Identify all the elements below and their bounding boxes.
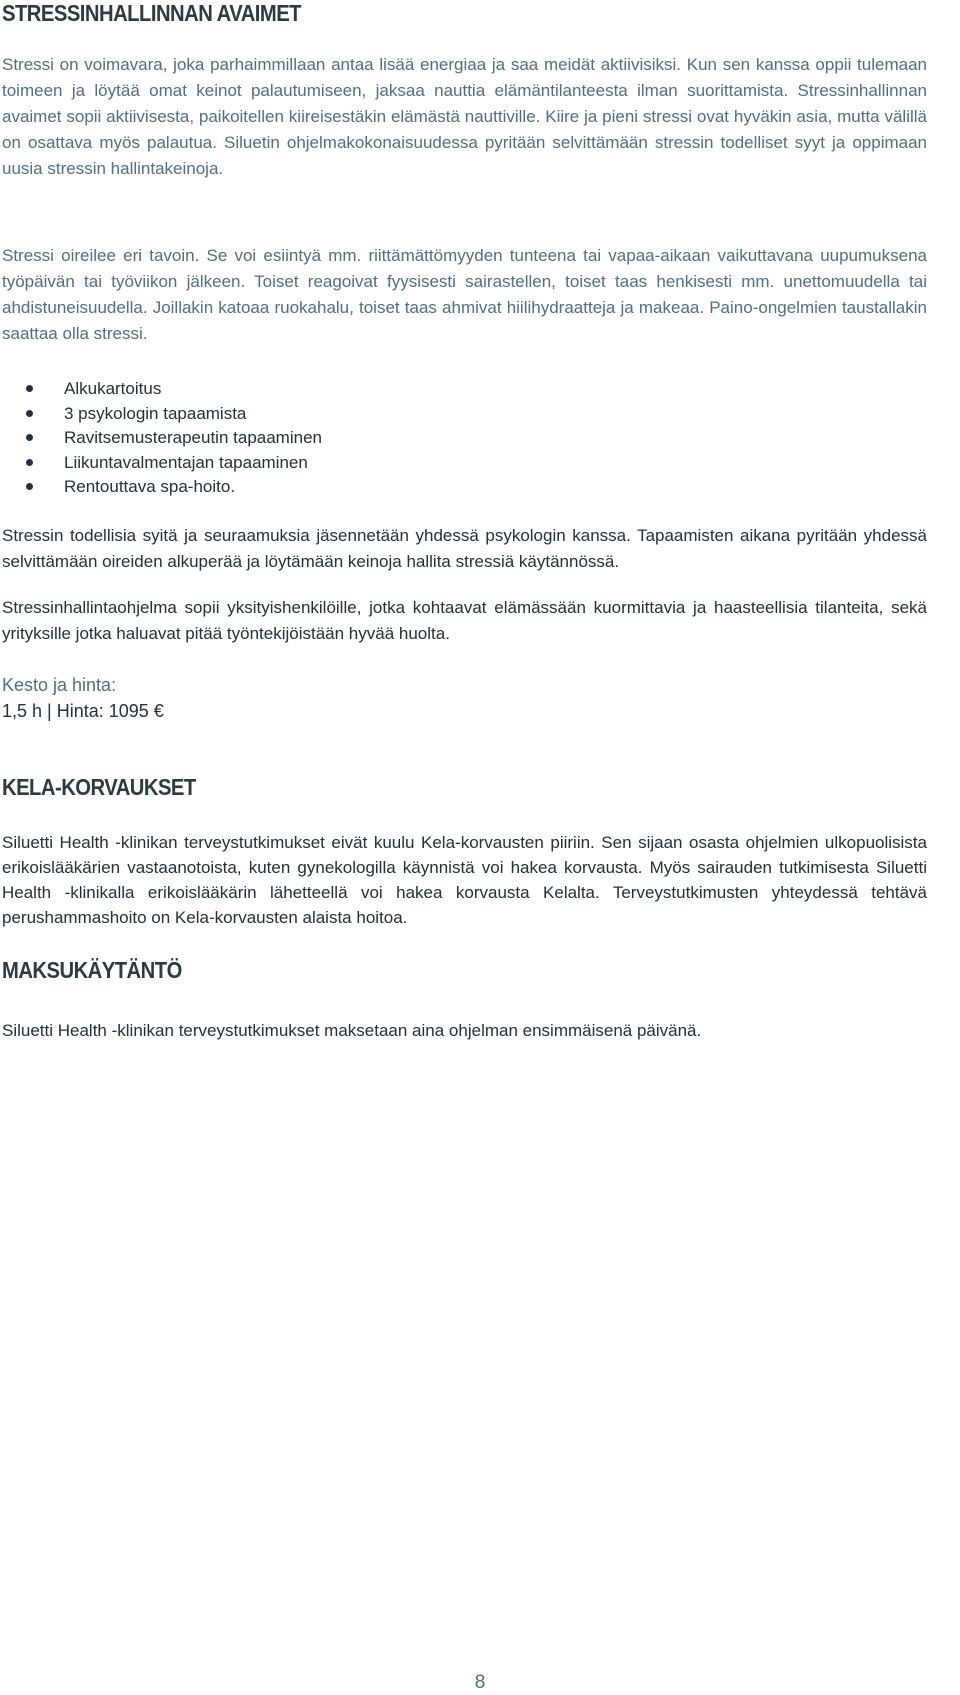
section-heading-stress: STRESSINHALLINNAN AVAIMET xyxy=(2,0,302,26)
list-item: Liikuntavalmentajan tapaaminen xyxy=(2,451,602,476)
page-number: 8 xyxy=(474,1672,486,1693)
list-item: Ravitsemusterapeutin tapaaminen xyxy=(2,426,602,451)
paragraph-stress-intro xyxy=(2,52,927,182)
list-item: Rentouttava spa-hoito. xyxy=(2,475,602,500)
paragraph-kela: Siluetti Health -klinikan terveystutkimukset eivät kuulu Kela-korvausten piiriin. Sen sijaan osasta ohjelmien ulkopuolisista erikoislääkärien vastaanotoista, kuten gynekologilla käynnistä voi hakea korvausta. Myös sairauden tutkimisesta Siluetti Health -klinikalla erikoislääkärin lähetteellä voi hakea korvausta Kelalta. Terveystutkimusten yhteydessä tehtävä perushammashoito on Kela-korvausten alaista hoitoa. xyxy=(2,833,927,927)
list-item: Alkukartoitus xyxy=(2,377,602,402)
paragraph-stress-symptoms: Stressi oireilee eri tavoin. Se voi esiintyä mm. riittämättömyyden tunteena tai vapaa-aikaan vaikuttavana uupumuksena työpäivän tai työviikon jälkeen. Toiset reagoivat fyysisesti sairastellen, toiset taas henkisesti mm. unettomuudella tai ahdistuneisuudella. Joillakin katoaa ruokahalu, toiset taas ahmivat hiilihydraatteja ja makeaa. Paino-ongelmien taustallakin saattaa olla stressi. xyxy=(2,246,927,343)
paragraph-payment: Siluetti Health -klinikan terveystutkimukset maksetaan aina ohjelman ensimmäisenä päivänä. xyxy=(2,1021,702,1040)
price-value: 1,5 h | Hinta: 1095 € xyxy=(2,701,164,721)
section-heading-payment: MAKSUKÄYTÄNTÖ xyxy=(2,957,182,983)
paragraph-stress-causes: Stressin todellisia syitä ja seuraamuksia jäsennetään yhdessä psykologin kanssa. Tapaamisten aikana pyritään yhdessä selvittämään oireiden alkuperää ja löytämään keinoja hallita stressiä käytännössä. xyxy=(2,526,927,571)
list-item: 3 psykologin tapaamista xyxy=(2,402,602,427)
program-list xyxy=(2,377,602,500)
paragraph-stress-intro-part1: Stressi on voimavara, joka parhaimmillaan antaa lisää energiaa ja saa meidät aktiivisiksi. Kun sen kanssa oppii tulemaan toimeen ja löytää omat keinot palautumiseen, jaksaa nauttia elämäntilanteesta ilman suorittamista. Stressinhallinnan avaimet sopii aktiivisesta, paikoitellen kiireisestäkin elämästä nauttiville. xyxy=(2,55,927,126)
section-heading-kela: KELA-KORVAUKSET xyxy=(2,774,196,800)
paragraph-stress-intro-part2: Kiire ja pieni stressi ovat hyväkin asia, mutta välillä on osattava myös palautua. Siluetin ohjelmakokonaisuudessa pyritään selvittämään stressin todelliset syyt ja oppimaan uusia stressin hallintakeinoja. xyxy=(2,107,927,178)
paragraph-program-audience: Stressinhallintaohjelma sopii yksityishenkilöille, jotka kohtaavat elämässään kuormittavia ja haasteellisia tilanteita, sekä yrityksille jotka haluavat pitää työntekijöistään hyvää huolta. xyxy=(2,598,927,643)
price-label: Kesto ja hinta: xyxy=(2,675,117,695)
